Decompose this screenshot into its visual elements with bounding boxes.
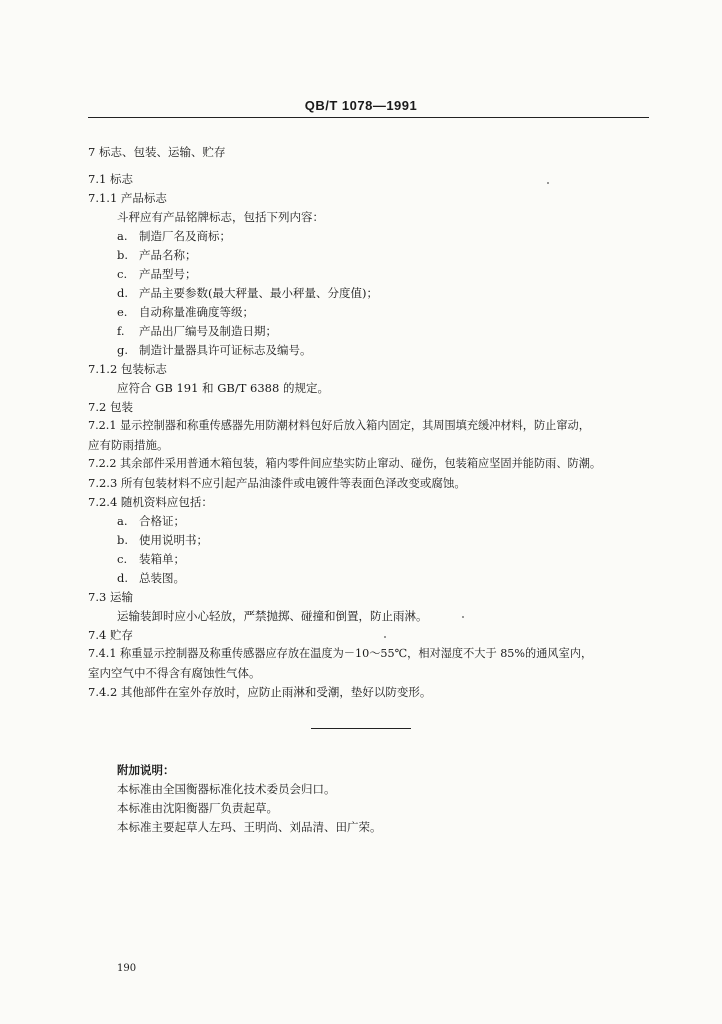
list-item-text: 产品出厂编号及制造日期； (139, 324, 277, 338)
list-item-text: 产品型号； (139, 267, 197, 281)
notes-line: 本标准由沈阳衡器厂负责起草。 (117, 801, 278, 815)
list-item (117, 286, 378, 300)
section-7-2-1-line1: 7.2.1 显示控制器和称重传感器先用防潮材料包好后放入箱内固定，其周围填充缓冲材料，防止窜动， (88, 419, 590, 432)
list-item (117, 324, 277, 338)
list-item-mark: b. (117, 248, 129, 262)
list-item-mark: a. (117, 229, 128, 243)
list-item (117, 267, 197, 281)
list-item (117, 533, 208, 547)
scan-speck (547, 182, 549, 184)
section-7-title: 7 标志、包装、运输、贮存 (88, 145, 226, 159)
list-item-mark: a. (117, 514, 128, 528)
page-number: 190 (117, 963, 137, 974)
list-item-mark: f. (117, 324, 125, 338)
section-7-2-3: 7.2.3 所有包装材料不应引起产品油漆件或电镀件等表面色泽改变或腐蚀。 (88, 476, 466, 490)
section-7-4-title: 7.4 贮存 (88, 628, 133, 642)
list-item-mark: g. (117, 343, 129, 357)
notes-line: 本标准由全国衡器标准化技术委员会归口。 (117, 782, 336, 796)
section-7-2-title: 7.2 包装 (88, 400, 133, 414)
section-7-3-title: 7.3 运输 (88, 590, 133, 604)
list-item (117, 248, 197, 262)
scan-speck (462, 616, 464, 618)
section-7-1-1-intro: 斗秤应有产品铭牌标志，包括下列内容： (117, 210, 324, 224)
section-7-4-2: 7.4.2 其他部件在室外存放时，应防止雨淋和受潮，垫好以防变形。 (88, 685, 432, 699)
notes-line: 本标准主要起草人左玛、王明尚、刘品清、田广荣。 (117, 820, 382, 834)
list-item-text: 合格证； (139, 514, 185, 528)
list-item (117, 229, 231, 243)
list-item-text: 产品名称； (139, 248, 197, 262)
section-7-1-title: 7.1 标志 (88, 172, 133, 186)
end-rule (311, 728, 411, 729)
list-item-text: 装箱单； (139, 552, 185, 566)
section-7-2-2: 7.2.2 其余部件采用普通木箱包装，箱内零件间应垫实防止窜动、碰伤，包装箱应坚固并能防雨、防潮。 (88, 457, 602, 470)
list-item (117, 305, 254, 319)
section-7-2-4-title: 7.2.4 随机资料应包括： (88, 495, 213, 509)
list-item-text: 产品主要参数(最大秤量、最小秤量、分度值)； (139, 286, 378, 300)
notes-title: 附加说明： (117, 763, 175, 777)
list-item-mark: e. (117, 305, 128, 319)
list-item-text: 制造计量器具许可证标志及编号。 (139, 343, 312, 357)
section-7-4-1-line1: 7.4.1 称重显示控制器及称重传感器应存放在温度为－10～55℃，相对湿度不大于 85%的通风室内， (88, 647, 593, 660)
header-rule (88, 117, 649, 118)
section-7-4-1-line2: 室内空气中不得含有腐蚀性气体。 (88, 666, 261, 680)
section-7-1-2-title: 7.1.2 包装标志 (88, 362, 167, 376)
list-item (117, 343, 312, 357)
section-7-1-1-title: 7.1.1 产品标志 (88, 191, 167, 205)
list-item-text: 使用说明书； (139, 533, 208, 547)
section-7-1-2-text: 应符合 GB 191 和 GB/T 6388 的规定。 (117, 381, 329, 395)
list-item (117, 552, 185, 566)
section-7-3-text: 运输装卸时应小心轻放，严禁抛掷、碰撞和倒置，防止雨淋。 (117, 609, 428, 623)
scan-speck (384, 636, 386, 638)
list-item (117, 514, 185, 528)
list-item-text: 自动称量准确度等级； (139, 305, 254, 319)
list-item (117, 571, 185, 585)
list-item-mark: c. (117, 267, 128, 281)
list-item-text: 总装图。 (139, 571, 185, 585)
list-item-mark: d. (117, 286, 129, 300)
section-7-2-1-line2: 应有防雨措施。 (88, 438, 169, 452)
standard-code: QB/T 1078—1991 (304, 98, 418, 113)
list-item-text: 制造厂名及商标； (139, 229, 231, 243)
list-item-mark: c. (117, 552, 128, 566)
list-item-mark: b. (117, 533, 129, 547)
list-item-mark: d. (117, 571, 129, 585)
